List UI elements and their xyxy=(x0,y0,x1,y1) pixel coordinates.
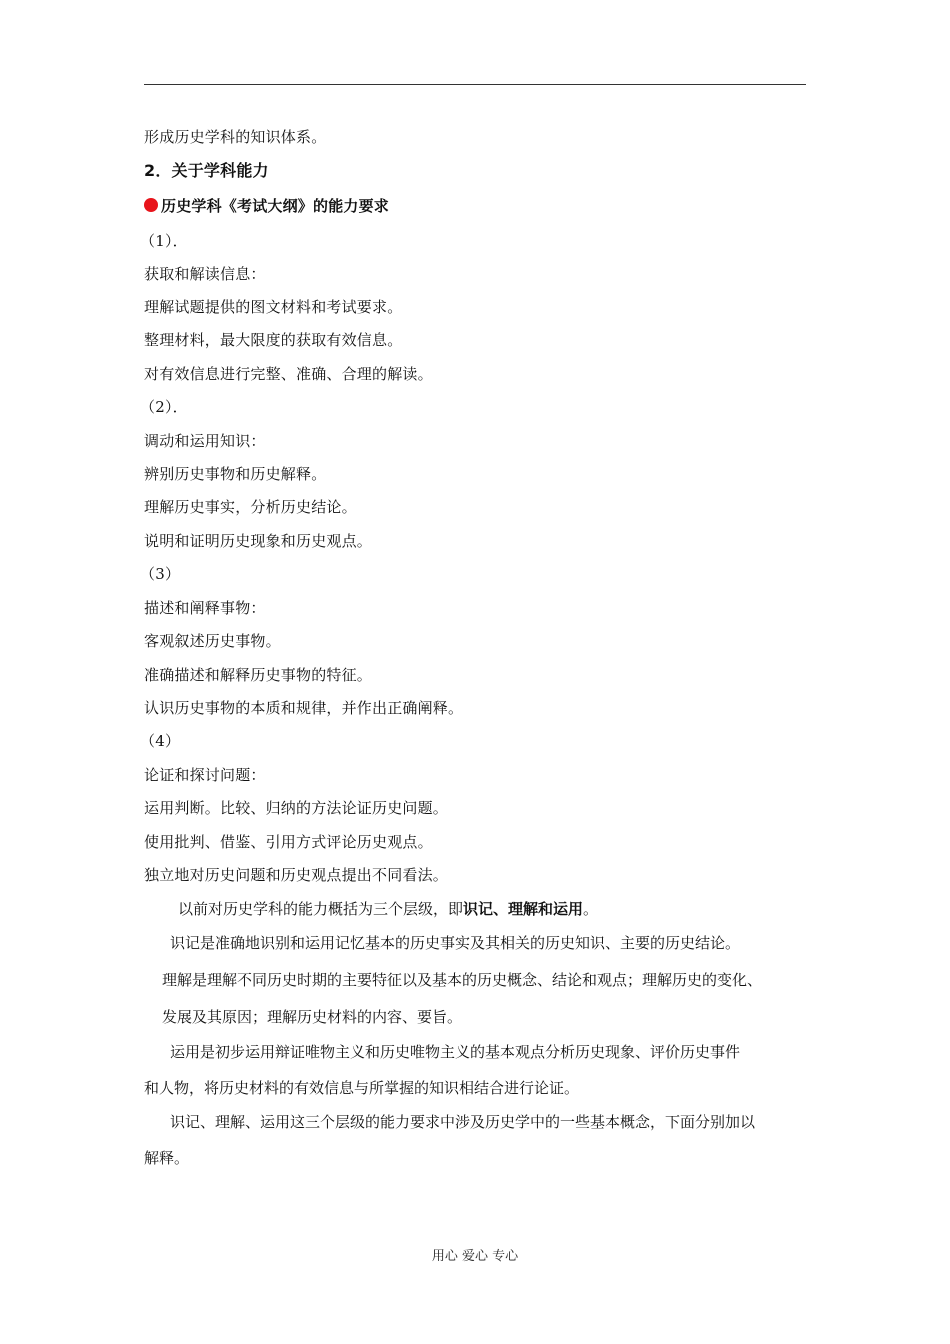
group-item: 准确描述和解释历史事物的特征。 xyxy=(144,666,373,684)
group-title: 调动和运用知识： xyxy=(144,432,266,450)
group-item: 整理材料，最大限度的获取有效信息。 xyxy=(144,331,403,349)
group-item: 使用批判、借鉴、引用方式评论历史观点。 xyxy=(144,833,433,851)
recall-paragraph: 识记是准确地识别和运用记忆基本的历史事实及其相关的历史知识、主要的历史结论。 xyxy=(170,934,741,952)
page-footer: 用心 爱心 专心 xyxy=(431,1249,519,1264)
group-item: 理解试题提供的图文材料和考试要求。 xyxy=(144,298,403,316)
bullet-heading-row xyxy=(144,196,389,216)
group-item: 理解历史事实，分析历史结论。 xyxy=(144,498,357,516)
red-bullet-icon xyxy=(144,198,158,212)
closing-line-1: 识记、理解、运用这三个层级的能力要求中涉及历史学中的一些基本概念，下面分别加以 xyxy=(170,1113,756,1131)
group-title: 获取和解读信息： xyxy=(144,265,266,283)
understand-line-1: 理解是理解不同历史时期的主要特征以及基本的历史概念、结论和观点；理解历史的变化、 xyxy=(162,971,763,989)
section-heading: 2．关于学科能力 xyxy=(144,161,269,180)
understand-line-2: 发展及其原因；理解历史材料的内容、要旨。 xyxy=(162,1008,463,1026)
group-title: 论证和探讨问题： xyxy=(144,766,266,784)
summary-bold: 识记、理解和运用 xyxy=(463,900,584,918)
group-item: 说明和证明历史现象和历史观点。 xyxy=(144,532,373,550)
group-item: 运用判断。比较、归纳的方法论证历史问题。 xyxy=(144,799,449,817)
group-item: 对有效信息进行完整、准确、合理的解读。 xyxy=(144,365,433,383)
group-item: 辨别历史事物和历史解释。 xyxy=(144,465,327,483)
group-number: （1）． xyxy=(140,232,188,250)
summary-suffix: 。 xyxy=(583,900,599,918)
header-rule xyxy=(144,84,806,85)
closing-line-2: 解释。 xyxy=(144,1149,190,1167)
group-item: 独立地对历史问题和历史观点提出不同看法。 xyxy=(144,866,449,884)
apply-line-2: 和人物，将历史材料的有效信息与所掌握的知识相结合进行论证。 xyxy=(144,1079,580,1097)
summary-prefix: 以前对历史学科的能力概括为三个层级，即 xyxy=(178,900,464,918)
group-number: （3） xyxy=(140,565,181,583)
group-number: （2）． xyxy=(140,398,188,416)
group-item: 客观叙述历史事物。 xyxy=(144,632,281,650)
group-item: 认识历史事物的本质和规律，并作出正确阐释。 xyxy=(144,699,464,717)
apply-line-1: 运用是初步运用辩证唯物主义和历史唯物主义的基本观点分析历史现象、评价历史事件 xyxy=(170,1043,741,1061)
intro-line: 形成历史学科的知识体系。 xyxy=(144,128,327,146)
group-title: 描述和阐释事物： xyxy=(144,599,266,617)
bullet-heading: 历史学科《考试大纲》的能力要求 xyxy=(161,197,390,215)
group-number: （4） xyxy=(140,732,181,750)
summary-line xyxy=(178,899,598,919)
